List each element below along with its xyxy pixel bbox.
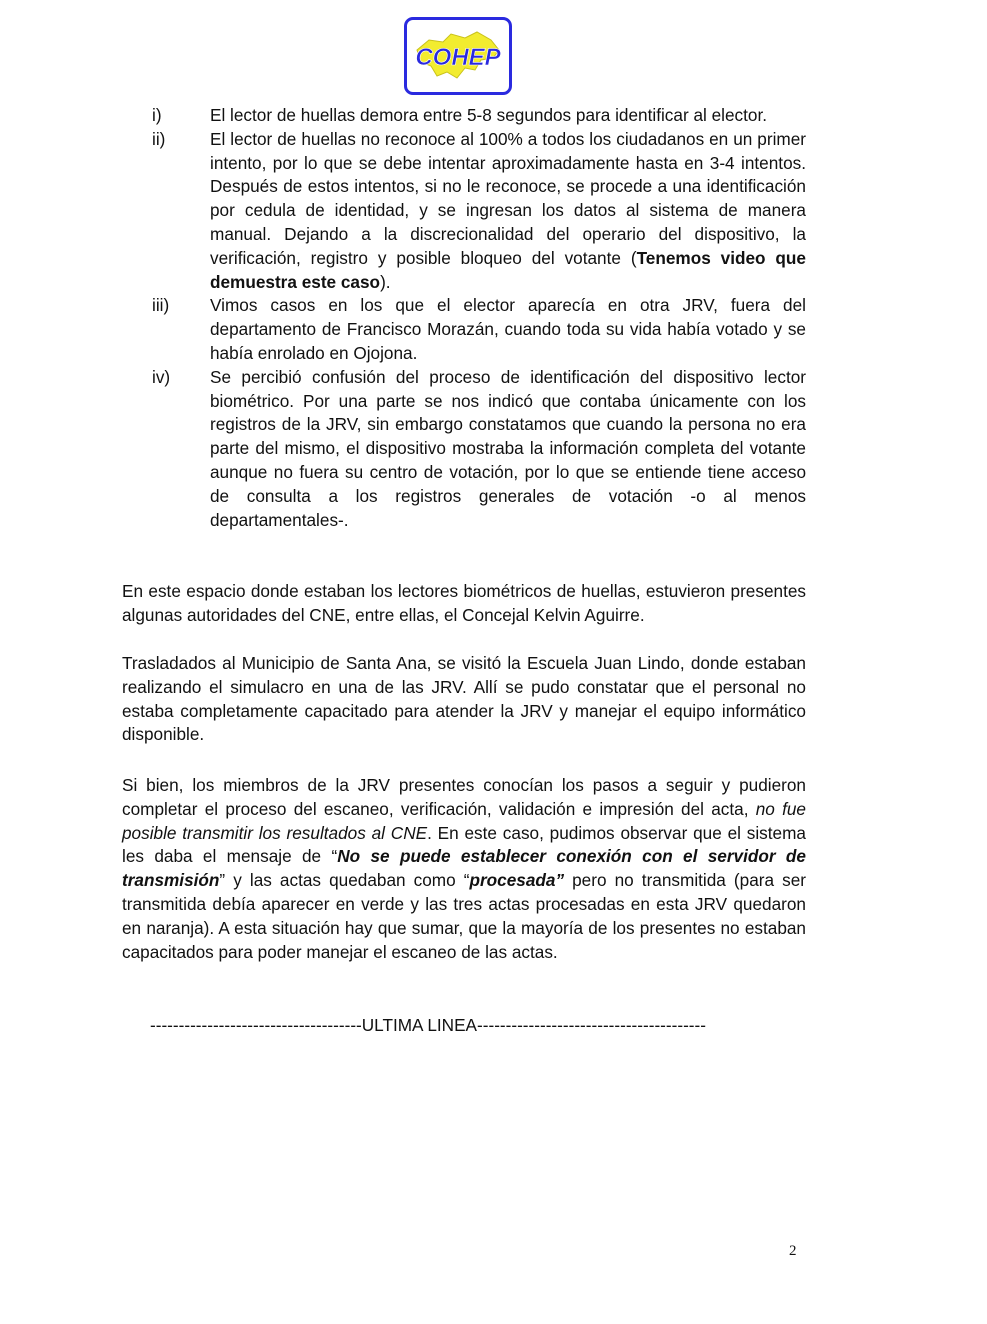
cohep-logo <box>404 17 512 95</box>
paragraph-text: pero no transmitida (para ser transmitida debía aparecer en verde y las tres actas procesadas en esta JRV quedaron en naranja). A esta situación hay que sumar, que la mayoría de los presentes no estaban capacitados para poder manejar el escaneo de las actas. <box>122 870 806 962</box>
list-marker: i) <box>152 105 162 125</box>
paragraph-status-text: procesada” <box>469 870 565 891</box>
paragraph-text: . En este caso, pudimos observar que el sistema les daba el mensaje de “ <box>122 822 806 867</box>
paragraph-text: Si bien, los miembros de la JRV presentes conocían los pasos a seguir y pudieron completar el proceso del escaneo, verificación, validación e impresión del acta, <box>122 775 806 819</box>
paragraph-authorities: En este espacio donde estaban los lectores biométricos de huellas, estuvieron presentes algunas autoridades del CNE, entre ellas, el Concejal Kelvin Aguirre. <box>122 581 806 625</box>
paragraph-error-message: No se puede establecer conexión con el servidor de transmisión <box>122 846 806 891</box>
logo-text: COHEP <box>415 44 501 71</box>
list-item-bold-text: Tenemos video que demuestra este caso <box>210 247 806 292</box>
findings-list <box>152 104 806 532</box>
list-item <box>152 128 806 295</box>
list-item <box>152 294 806 365</box>
paragraph-text: ” y las actas quedaban como “ <box>219 870 470 891</box>
list-marker: iv) <box>152 366 171 387</box>
list-item-text: El lector de huellas demora entre 5-8 segundos para identificar al elector. <box>210 105 768 125</box>
list-item-text: El lector de huellas no reconoce al 100% a todos los ciudadanos en un primer intento, por lo que se debe intentar aproximadamente hasta en 3-4 intentos. Después de estos intentos, si no le reconoce, se procede a una identificación por cedula de identidad, y se ingresan los datos al sistema de manera manual. Dejando a la discrecionalidad del operario del dispositivo, la verificación, registro y posible bloqueo del votante ( <box>210 128 806 268</box>
list-item <box>152 104 806 128</box>
list-item <box>152 366 806 533</box>
cohep-logo-graphic <box>407 20 509 92</box>
list-item-text: Se percibió confusión del proceso de identificación del dispositivo lector biométrico. Por una parte se nos indicó que contaba únicamente con los registros de la JRV, sin embargo constatamos que cuando la persona no era parte del mismo, el dispositivo mostraba la información completa del votante aunque no fuera su centro de votación, por lo que se entiende tiene acceso de consulta a los registros generales de votación -o al menos departamentales-. <box>210 366 806 530</box>
paragraph-santa-ana: Trasladados al Municipio de Santa Ana, se visitó la Escuela Juan Lindo, donde estaban realizando el simulacro en una de las JRV. Allí se pudo constatar que el personal no estaba completamente capacitado para atender la JRV y manejar el equipo informático disponible. <box>122 653 806 745</box>
list-marker: ii) <box>152 128 166 149</box>
page-number: 2 <box>789 1243 797 1259</box>
list-item-text: Vimos casos en los que el elector aparecía en otra JRV, fuera del departamento de Francisco Morazán, cuando toda su vida había votado y se había enrolado en Ojojona. <box>210 295 806 363</box>
list-marker: iii) <box>152 295 170 316</box>
paragraph-italic-text: no fue posible transmitir los resultados al CNE <box>122 798 806 843</box>
list-item-text-end: ). <box>380 271 391 292</box>
last-line-marker: -------------------------------------ULTIMA LINEA---------------------------------------- <box>150 1015 706 1035</box>
paragraph-transmission <box>122 774 806 964</box>
